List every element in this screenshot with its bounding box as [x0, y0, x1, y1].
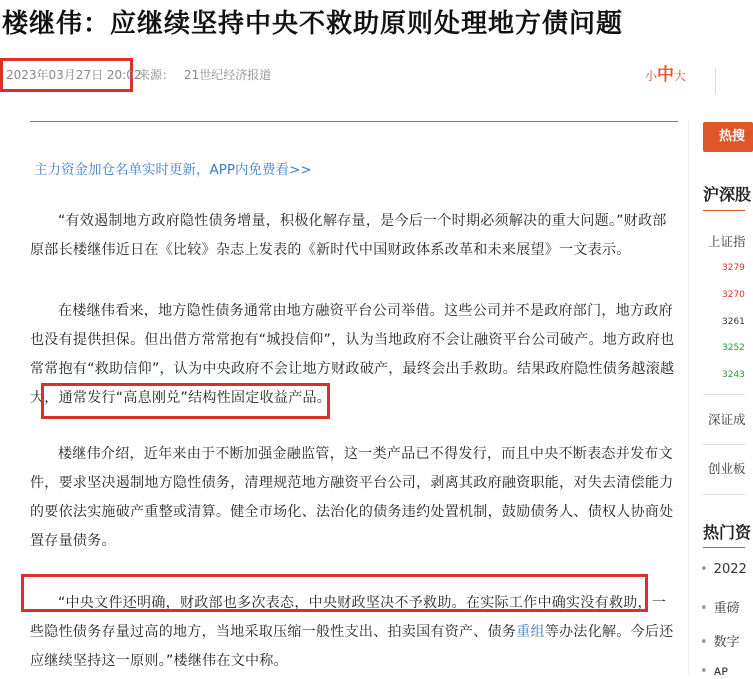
hot-news-item[interactable]	[700, 664, 728, 679]
article-meta	[0, 58, 700, 94]
sidebar-divider	[688, 120, 689, 674]
market-heading: 沪深股	[703, 185, 752, 204]
sidebar-rule	[703, 494, 745, 495]
font-small-button[interactable]: 小	[645, 69, 658, 83]
hot-news-heading-rule	[703, 547, 745, 548]
hot-news-label: 2022	[713, 562, 747, 577]
index-value: 3261	[722, 317, 745, 327]
bullet-icon: •	[700, 664, 708, 679]
hot-news-item[interactable]	[700, 631, 740, 650]
paragraph-1: “有效遏制地方政府隐性债务增量，积极化解存量，是今后一个时期必须解决的重大问题。”财政部原部长楼继伟近日在《比较》杂志上发表的《新时代中国财政体系改革和未来展望》一文表示。	[30, 213, 667, 258]
paragraph-4-text-b: 等办法化解。今后还应继续坚持这一原则。”楼继伟在文中称。	[30, 624, 674, 669]
title-divider	[30, 121, 678, 122]
sidebar-rule	[703, 444, 745, 445]
index-value: 3243	[722, 370, 745, 380]
article-source	[138, 58, 281, 92]
font-large-button[interactable]: 大	[674, 69, 687, 83]
index-value: 3270	[722, 290, 745, 300]
highlight-box-no-bailout	[21, 574, 648, 612]
highlight-box-high-yield	[41, 383, 330, 419]
hot-news-label: 重磅	[713, 601, 740, 616]
bullet-icon: •	[700, 601, 708, 616]
article-title: 楼继伟：应继续坚持中央不救助原则处理地方债问题	[2, 9, 624, 39]
paragraph-4-text-a: “中央文件还明确，财政部也多次表态，中央财政坚决不予救助。在实际工作中确实没有救助，一些隐性债务存量过高的地方，当地采取压缩一般性支出、拍卖国有资产、债务	[30, 595, 667, 640]
paragraph-3: 楼继伟介绍，近年来由于不断加强金融监管，这一类产品已不得发行，而且中央不断表态并发布文件，要求坚决遏制地方隐性债务，清理规范地方融资平台公司，剥离其政府融资职能，对失去清偿能力的要依法实施破产重整或清算。健全市场化、法治化的债务违约处置机制，鼓励债务人、债权人协商处置存量债务。	[30, 446, 674, 549]
font-size-switcher	[645, 58, 686, 93]
hot-news-label: ᴀᴘ	[713, 664, 729, 679]
hot-news-item[interactable]	[700, 597, 740, 616]
chinext-index-tab[interactable]: 创业板	[708, 461, 746, 476]
restructure-link[interactable]: 重组	[516, 624, 545, 640]
promo-link[interactable]: 主力资金加仓名单实时更新，APP内免费看>>	[34, 162, 312, 178]
font-medium-button[interactable]: 中	[657, 65, 675, 85]
meta-divider	[715, 68, 716, 94]
source-name[interactable]: 21世纪经济报道	[184, 68, 272, 82]
hot-news-label: 数字	[713, 635, 740, 650]
bullet-icon: •	[700, 562, 708, 577]
paragraph-2: 在楼继伟看来，地方隐性债务通常由地方融资平台公司举借。这些公司并不是政府部门，地方政府也没有提供担保。但出借方常常抱有“城投信仰”，认为当地政府不会让融资平台公司破产。地方政府也常常抱有“救助信仰”，认为中央政府不会让地方财政破产，最终会出手救助。结果政府隐性债务越滚越大，通常发行“高息刚兑”结构性固定收益产品。	[30, 303, 675, 406]
index-value: 3252	[722, 343, 745, 353]
source-label: 来源：	[138, 68, 175, 82]
sidebar-rule	[703, 394, 745, 395]
bullet-icon: •	[700, 635, 708, 650]
shanghai-index-tab[interactable]: 上证指	[708, 234, 746, 249]
shenzhen-index-tab[interactable]: 深证成	[708, 412, 746, 427]
market-heading-rule	[703, 210, 745, 211]
publish-date: 2023年03月27日 20:02	[0, 58, 133, 92]
hot-news-item[interactable]	[700, 562, 747, 577]
hot-news-heading: 热门资	[703, 523, 752, 542]
index-value: 3279	[722, 263, 745, 273]
hot-search-tab[interactable]: 热搜	[703, 122, 753, 152]
